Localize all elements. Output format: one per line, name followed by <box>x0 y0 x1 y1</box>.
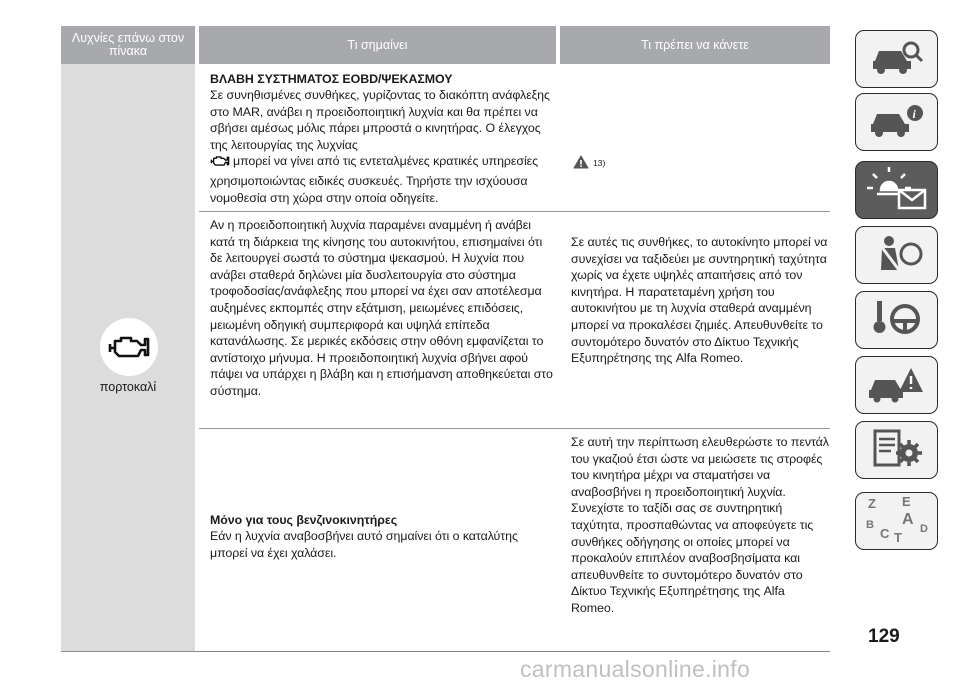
row2-meaning: Αν η προειδοποιητική λυχνία παραμένει αναμμένη ή ανάβει κατά τη διάρκεια της κίνησης του αυτοκινήτου, επισημαίνει ότι δε λειτουργεί σωστά το σύστημα ψεκασμού. Η λυχνία που ανάβει σταθερά δηλώνει μία δυσλειτουργία στο σύστημα τροφοδοσίας/ανάφλεξης που μπορεί να έχει σαν αποτέλεσμα αυξημένες εκπομπές στην εξάτμιση, μειωμένες επιδόσεις, μειωμένη οδηγική συμπεριφορά και υψηλά επίπεδα κατανάλωσης. Σε μερικές εκδόσεις στην οθόνη εμφανίζεται το αντίστοιχο μήνυμα. Η προειδοποιητική λυχνία σβήνει αφού πάψει να υπάρχει η βλάβη και η επισήμανση αποθηκεύεται στο σύστημα. <box>210 218 553 398</box>
svg-text:C: C <box>879 525 889 541</box>
watermark: carmanualsonline.info <box>520 656 751 682</box>
seatbelt-airbag-icon <box>867 232 927 279</box>
svg-text:E: E <box>901 493 911 509</box>
warning-light-message-icon <box>865 166 929 215</box>
svg-text:i: i <box>912 106 916 121</box>
svg-text:T: T <box>893 529 902 544</box>
row1-action-ref: 13) <box>593 158 606 168</box>
tab-starting-driving[interactable] <box>855 291 938 349</box>
tab-emergency[interactable] <box>855 356 938 414</box>
row3-meaning: Εάν η λυχνία αναβοσβήνει αυτό σημαίνει ότι ο καταλύτης μπορεί να έχει χαλάσει. <box>210 529 518 560</box>
alphabetical-index-icon <box>862 494 932 549</box>
header-col-meaning <box>199 26 556 64</box>
header-col-lamps <box>61 26 195 64</box>
car-search-icon <box>867 37 927 82</box>
header-col-lamps-label: Λυχνίες επάνω στον πίνακα <box>71 31 185 58</box>
row-divider <box>199 428 830 429</box>
row1-action <box>573 155 605 171</box>
engine-check-inline-icon <box>210 154 230 173</box>
svg-text:B: B <box>865 518 874 531</box>
table-bottom-rule <box>61 651 830 652</box>
tab-car-search[interactable] <box>855 30 938 88</box>
tab-safety[interactable] <box>855 226 938 284</box>
svg-text:A: A <box>901 510 914 528</box>
lamp-color-label: πορτοκαλί <box>99 380 157 394</box>
tab-maintenance[interactable] <box>855 421 938 479</box>
tab-index[interactable] <box>855 492 938 550</box>
car-emergency-icon <box>867 362 927 409</box>
row1-meaning-text-b: μπορεί να γίνει από τις εντεταλμένες κρατικές υπηρεσίες χρησιμοποιώντας ειδικές συσκευές. Τηρήστε την ισχύουσα νομοθεσία στη χώρα στην οποία οδηγείτε. <box>210 154 539 205</box>
row2-action: Σε αυτές τις συνθήκες, το αυτοκίνητο μπορεί να συνεχίσει να ταξιδεύει με συντηρητική ταχύτητα χωρίς να έχετε υψηλές απαιτήσεις από τον κινητήρα. Η παρατεταμένη χρήση του αυτοκινήτου με τη λυχνία σταθερά αναμμένη μπορεί να προκαλέσει ζημιές. Απευθυνθείτε το συντομότερο δυνατόν στο Δίκτυο Τεχνικής Εξυπηρέτησης της Alfa Romeo. <box>571 235 828 366</box>
row3-action: Σε αυτή την περίπτωση ελευθερώστε το πεντάλ του γκαζιού έτσι ώστε να μειώσετε τις στροφές του κινητήρα μέχρι να σταματήσει να αναβοσβήνει η προειδοποιητική λυχνία. Συνεχίστε το ταξίδι σας σε συντηρητική ταχύτητα, προσπαθώντας να αποφεύγετε τις συνθήκες οδήγησης οι οποίες μπορεί να προκαλούν επιπλέον αναβοσβησίματα και απευθυνθείτε το συντομότερο δυνατόν στο Δίκτυο Τεχνικής Εξυπηρέτησης της Alfa Romeo. <box>571 435 829 615</box>
row-divider <box>199 211 830 212</box>
warning-triangle-icon <box>573 155 589 171</box>
engine-check-icon <box>100 318 158 376</box>
header-col-meaning-label: Τι σημαίνει <box>347 37 408 52</box>
row1-meaning-text-a: Σε συνηθισμένες συνθήκες, γυρίζοντας το διακόπτη ανάφλεξης στο MAR, ανάβει η προειδοποιητική λυχνία και θα πρέπει να σβήσει αμέσως μόλις πάρει μπροστά ο κινητήρας. Ο έλεγχος της λειτουργίας της λυχνίας <box>210 88 550 152</box>
tab-warning-lights[interactable] <box>855 161 938 219</box>
page-number: 129 <box>868 626 900 647</box>
key-steering-wheel-icon <box>867 297 927 344</box>
tab-car-info[interactable] <box>855 93 938 151</box>
header-col-action <box>560 26 830 64</box>
header-col-action-label: Τι πρέπει να κάνετε <box>641 37 749 52</box>
row1-title: ΒΛΑΒΗ ΣΥΣΤΗΜΑΤΟΣ EOBD/ΨΕΚΑΣΜΟΥ <box>210 72 453 86</box>
car-info-icon <box>867 100 927 145</box>
row1-meaning <box>210 87 556 206</box>
maintenance-gear-icon <box>867 427 927 474</box>
svg-text:Z: Z <box>867 495 876 511</box>
svg-text:D: D <box>919 522 928 535</box>
row3-title: Μόνο για τους βενζινοκινητήρες <box>210 513 398 527</box>
